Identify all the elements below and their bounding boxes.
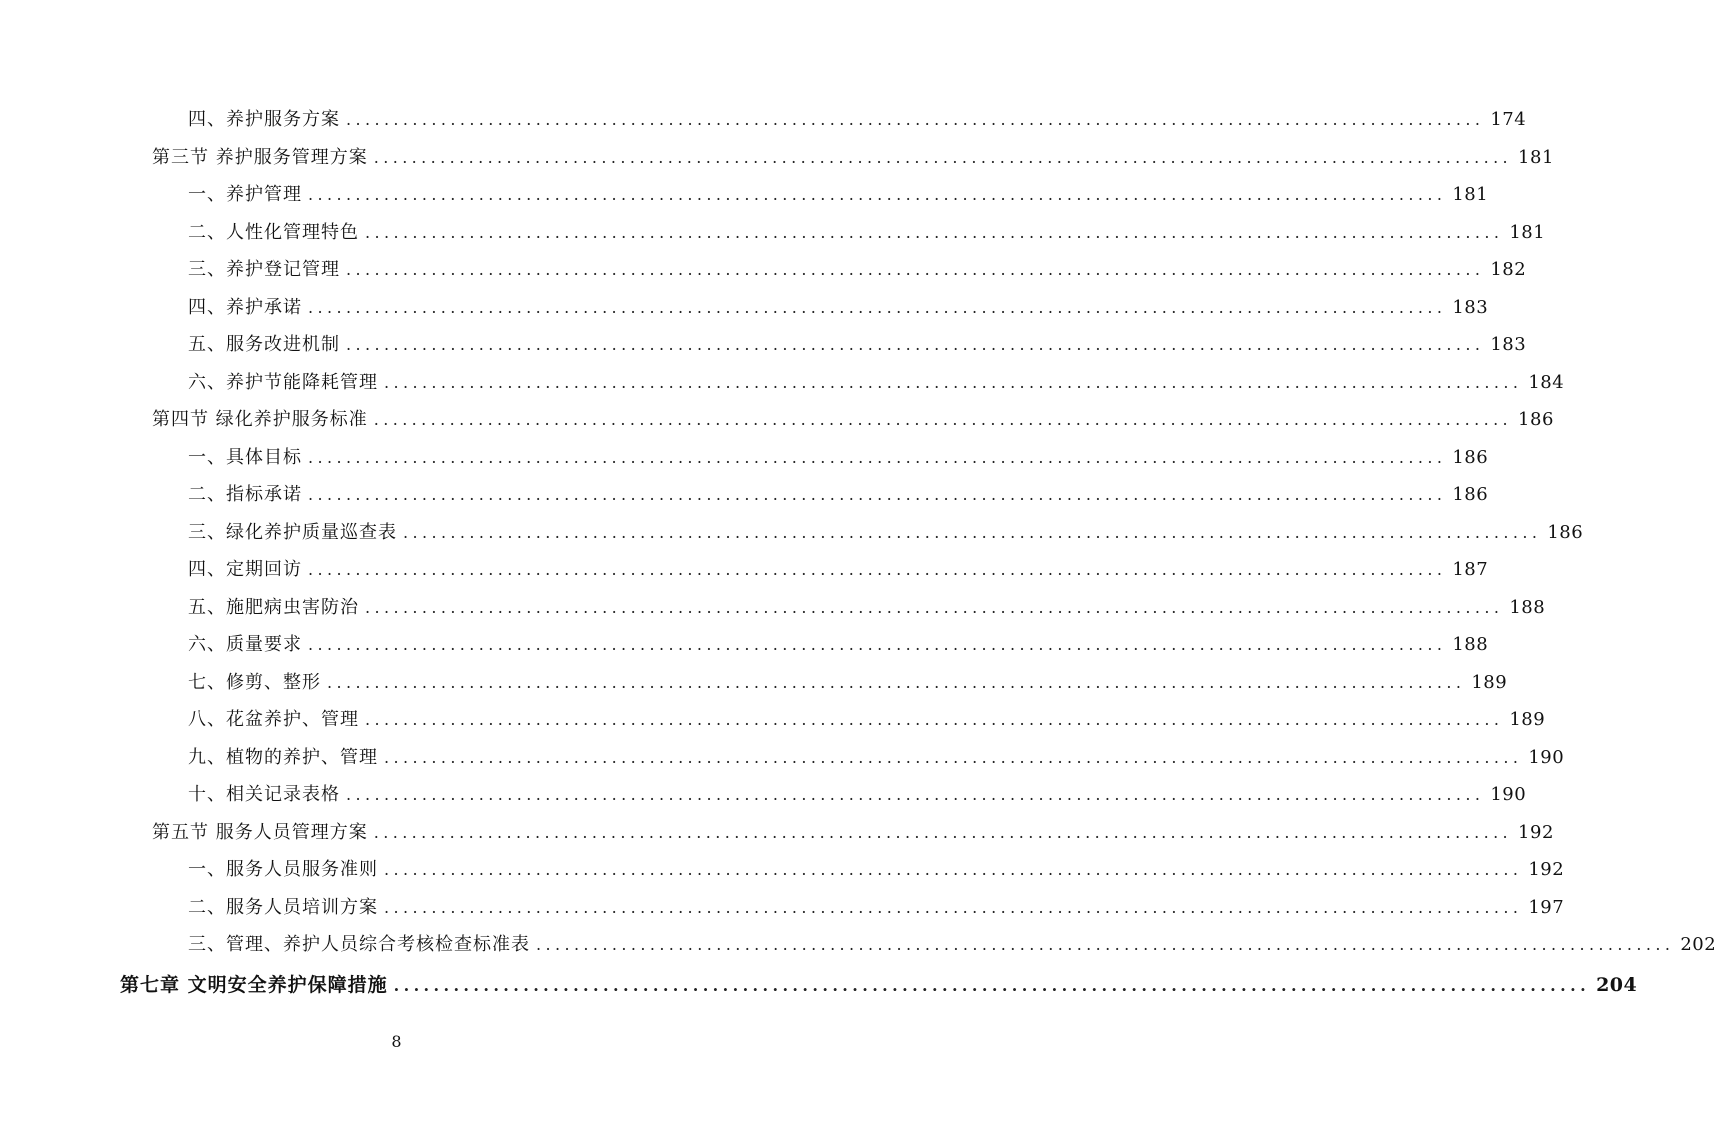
toc-title: 七、修剪、整形 [188, 671, 321, 693]
dot-leader: ........................................................................................................................ [365, 710, 1504, 729]
dot-leader: ........................................................................................................................ [373, 147, 1513, 167]
dot-leader: ........................................................................................................................ [308, 447, 1447, 467]
toc-item[interactable] [188, 596, 1546, 620]
dot-leader: ........................................................................................................................ [384, 372, 1523, 392]
dot-leader: ........................................................................................................................ [327, 672, 1466, 692]
toc-title: 十、相关记录表格 [188, 784, 340, 805]
toc-section[interactable] [152, 821, 1554, 845]
dot-leader: ........................................................................................................................ [308, 185, 1447, 204]
toc-page-number: 186 [1518, 409, 1554, 430]
toc-title: 第四节 绿化养护服务标准 [152, 409, 368, 430]
toc-item[interactable] [188, 783, 1527, 807]
toc-title: 三、绿化养护质量巡查表 [188, 521, 397, 543]
toc-item[interactable] [188, 708, 1546, 732]
dot-leader: ........................................................................................................................ [365, 222, 1504, 242]
toc-page-number: 192 [1518, 821, 1554, 843]
toc-item[interactable] [188, 521, 1584, 545]
toc-item[interactable] [188, 633, 1489, 657]
toc-item[interactable] [188, 746, 1565, 770]
dot-leader: ........................................................................................................................ [346, 335, 1485, 354]
toc-page-number: 183 [1490, 334, 1527, 355]
dot-leader: ........................................................................................................................ [365, 597, 1504, 617]
toc-title: 四、养护服务方案 [188, 109, 340, 130]
dot-leader: ........................................................................................................................ [346, 260, 1485, 279]
dot-leader: ........................................................................................................................ [308, 635, 1447, 654]
toc-item[interactable] [188, 558, 1489, 582]
toc-title: 第三节 养护服务管理方案 [152, 146, 368, 168]
dot-leader: ........................................................................................................................ [384, 860, 1523, 879]
dot-leader: ........................................................................................................................ [308, 485, 1447, 504]
toc-page-number: 182 [1490, 259, 1527, 280]
dot-leader: ........................................................................................................................ [373, 410, 1513, 429]
toc-section[interactable] [152, 146, 1554, 170]
toc-title: 二、服务人员培训方案 [188, 896, 378, 918]
toc-page-number: 188 [1509, 596, 1546, 618]
toc-title: 五、服务改进机制 [188, 334, 340, 355]
toc-page-number: 184 [1528, 371, 1565, 393]
toc-page-number: 181 [1452, 184, 1489, 205]
dot-leader: ........................................................................................................................ [308, 560, 1447, 579]
toc-section[interactable] [152, 408, 1554, 432]
toc-page-number: 188 [1452, 634, 1489, 655]
toc-title: 六、养护节能降耗管理 [188, 371, 378, 393]
toc-title: 四、定期回访 [188, 559, 302, 580]
dot-leader: ........................................................................................................................ [393, 975, 1591, 995]
toc-title: 一、养护管理 [188, 184, 302, 205]
toc-chapter[interactable] [120, 973, 1638, 998]
dot-leader: ........................................................................................................................ [403, 522, 1542, 542]
toc-item[interactable] [188, 296, 1489, 320]
toc-title: 三、管理、养护人员综合考核检查标准表 [188, 934, 530, 955]
dot-leader: ........................................................................................................................ [384, 747, 1523, 767]
toc-title: 一、具体目标 [188, 446, 302, 468]
toc-item[interactable] [188, 371, 1565, 395]
toc-page-number: 197 [1528, 896, 1565, 918]
dot-leader: ........................................................................................................................ [373, 822, 1513, 842]
toc-page-number: 189 [1471, 671, 1508, 693]
toc-item[interactable] [188, 858, 1565, 882]
toc-title: 四、养护承诺 [188, 296, 302, 318]
toc-page-number: 181 [1509, 221, 1546, 243]
toc-page-number: 186 [1547, 521, 1584, 543]
toc-page-number: 190 [1490, 784, 1527, 805]
toc-item[interactable] [188, 446, 1489, 470]
toc-title: 五、施肥病虫害防治 [188, 596, 359, 618]
toc-item[interactable] [188, 333, 1527, 357]
toc-title: 二、人性化管理特色 [188, 221, 359, 243]
toc-page-number: 204 [1596, 973, 1638, 996]
toc-item[interactable] [188, 183, 1489, 207]
dot-leader: ........................................................................................................................ [536, 935, 1675, 954]
toc-item[interactable] [188, 933, 1716, 957]
toc-page-number: 189 [1509, 709, 1546, 730]
toc-item[interactable] [188, 896, 1565, 920]
toc-item[interactable] [188, 258, 1527, 282]
toc-title: 三、养护登记管理 [188, 259, 340, 280]
toc-page-number: 190 [1528, 746, 1565, 768]
toc-title: 九、植物的养护、管理 [188, 746, 378, 768]
toc-title: 第五节 服务人员管理方案 [152, 821, 368, 843]
dot-leader: ........................................................................................................................ [346, 110, 1485, 129]
toc-item[interactable] [188, 221, 1546, 245]
toc-page-number: 183 [1452, 296, 1489, 318]
page-number: 8 [391, 1032, 402, 1051]
toc-title: 第七章 文明安全养护保障措施 [120, 973, 388, 996]
toc-page-number: 186 [1452, 484, 1489, 505]
dot-leader: ........................................................................................................................ [384, 897, 1523, 917]
toc-page-number: 192 [1528, 859, 1565, 880]
toc-page-number: 181 [1518, 146, 1554, 168]
toc-page-number: 187 [1452, 559, 1489, 580]
toc-page-number: 186 [1452, 446, 1489, 468]
toc-title: 一、服务人员服务准则 [188, 859, 378, 880]
toc-page-number: 202 [1680, 934, 1716, 955]
toc-title: 八、花盆养护、管理 [188, 709, 359, 730]
toc-item[interactable] [188, 483, 1489, 507]
dot-leader: ........................................................................................................................ [346, 785, 1485, 804]
toc-title: 二、指标承诺 [188, 484, 302, 505]
toc-item[interactable] [188, 671, 1508, 695]
dot-leader: ........................................................................................................................ [308, 297, 1447, 317]
toc-page-number: 174 [1490, 109, 1527, 130]
toc-title: 六、质量要求 [188, 634, 302, 655]
toc-item[interactable] [188, 108, 1527, 132]
